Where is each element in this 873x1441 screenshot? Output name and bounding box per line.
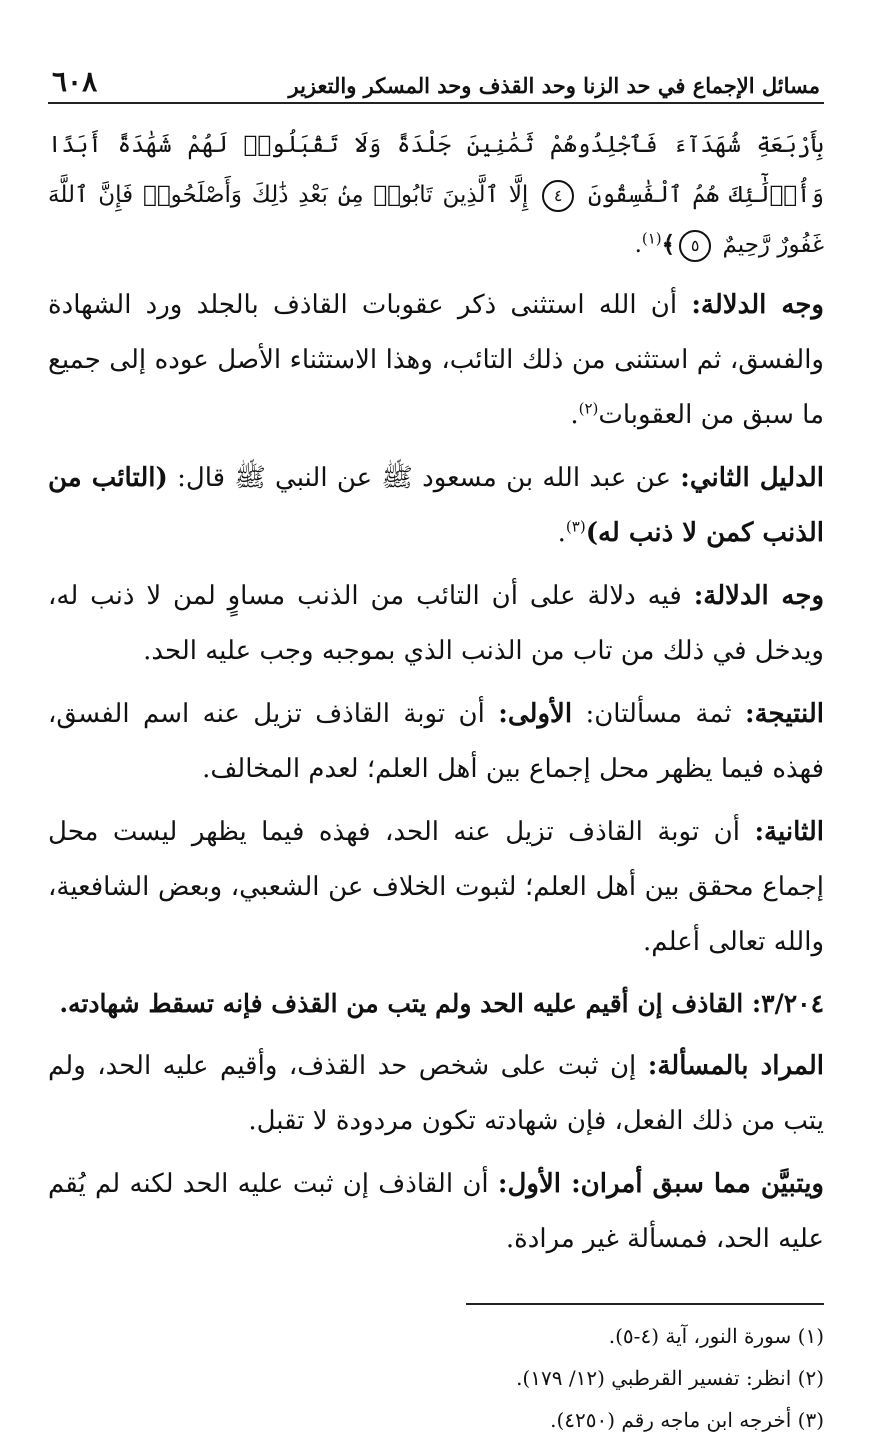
paragraph-meaning (48, 1039, 824, 1149)
paragraph-text: أن الله استثنى ذكر عقوبات القاذف بالجلد ورد الشهادة والفسق، ثم استثنى من ذلك التائب، وهذا الاستثناء الأصل عوده إلى جميع ما سبق من العقوبات (48, 290, 824, 430)
footnote-item: (١) سورة النور، آية (٤-٥). (608, 1324, 824, 1348)
section-heading (48, 976, 824, 1031)
paragraph-sub-lead: الأول: (497, 1169, 572, 1199)
paragraph-end: . (557, 518, 566, 548)
paragraph-text: أن توبة القاذف تزيل عنه الحد، فهذه فيما يظهر ليست محل إجماع محقق بين أهل العلم؛ لثبوت الخلاف عن الشعبي، وبعض الشافعية، والله تعالى أعلم. (48, 817, 824, 957)
footnote-item: (٢) انظر: تفسير القرطبي (١٢/ ١٧٩). (516, 1366, 824, 1390)
paragraph-sub-lead: الأولى: (498, 699, 573, 729)
verse-line-1: بِأَرْبَعَةِ شُهَدَآءَ فَٱجْلِدُوهُمْ ثَمَٰنِينَ جَلْدَةً وَلَا تَقْبَلُوا۟ لَهُمْ شَهَٰدَةً أَبَدًا وَأُو۟لَٰٓئِكَ هُمُ ٱلْفَٰسِقُونَ (48, 132, 825, 208)
paragraph-text: إن ثبت على شخص حد القذف، وأقيم عليه الحد، ولم يتب من ذلك الفعل، فإن شهادته تكون مردودة لا تقبل. (48, 1051, 824, 1136)
verse-line-2: إِلَّا ٱلَّذِينَ تَابُوا۟ مِنۢ بَعْدِ ذَٰلِكَ وَأَصْلَحُوا۟ فَإِنَّ ٱللَّهَ غَفُورٌ رَّحِيمٌ (48, 182, 824, 258)
paragraph-text: فيه دلالة على أن التائب من الذنب مساوٍ لمن لا ذنب له، ويدخل في ذلك من تاب من الذنب الذي بموجبه وجب عليه الحد. (48, 581, 824, 666)
footnote-divider (466, 1303, 824, 1305)
paragraph-result (48, 687, 824, 797)
paragraph-end: . (570, 400, 579, 430)
ayah-number-marker: ٤ (542, 180, 574, 212)
paragraph-evidence-1 (48, 278, 824, 443)
section-title: القاذف إن أقيم عليه الحد ولم يتب من القذف فإنه تسقط شهادته. (59, 989, 752, 1018)
paragraph-evidence-3 (48, 569, 824, 679)
section-number: ٣/٢٠٤: (751, 989, 824, 1018)
closing-bracket: ﴾ (661, 231, 676, 258)
footnote-ref: (٢) (578, 399, 599, 418)
quran-verse (48, 120, 824, 270)
header-title: مسائل الإجماع في حد الزنا وحد القذف وحد المسكر والتعزير (288, 73, 820, 98)
ayah-number-marker: ٥ (679, 230, 711, 262)
paragraph-lead: المراد بالمسألة: (647, 1051, 825, 1081)
hadith-quote: (التائب من الذنب كمن لا ذنب له) (48, 463, 824, 548)
paragraph-lead: وجه الدلالة: (693, 581, 825, 611)
paragraph-evidence-2 (48, 451, 824, 561)
page-number: ٦٠٨ (52, 65, 98, 98)
book-page (48, 54, 824, 1441)
paragraph-clarification (48, 1157, 824, 1267)
paragraph-second (48, 805, 824, 970)
paragraph-lead: وجه الدلالة: (691, 290, 824, 320)
paragraph-text: ثمة مسألتان: (572, 699, 745, 729)
paragraph-lead: الدليل الثاني: (680, 463, 824, 493)
paragraph-text: عن عبد الله بن مسعود ﷺ عن النبي ﷺ قال: (167, 463, 681, 493)
running-header (48, 54, 824, 104)
paragraph-lead: النتيجة: (745, 699, 825, 729)
paragraph-text: أن القاذف إن ثبت عليه الحد لكنه لم يُقم عليه الحد، فمسألة غير مرادة. (48, 1169, 824, 1254)
footnotes (48, 1315, 824, 1441)
paragraph-lead: الثانية: (754, 817, 824, 847)
footnote-item: (٣) أخرجه ابن ماجه رقم (٤٢٥٠). (550, 1408, 824, 1432)
body-text (48, 120, 824, 1267)
paragraph-lead: ويتبيَّن مما سبق أمران: (571, 1169, 824, 1199)
verse-end: . (634, 232, 642, 258)
footnote-ref: (١) (641, 229, 662, 248)
paragraph-text: أن توبة القاذف تزيل عنه اسم الفسق، فهذه فيما يظهر محل إجماع بين أهل العلم؛ لعدم المخالف. (48, 699, 824, 784)
footnote-ref: (٣) (565, 517, 586, 536)
